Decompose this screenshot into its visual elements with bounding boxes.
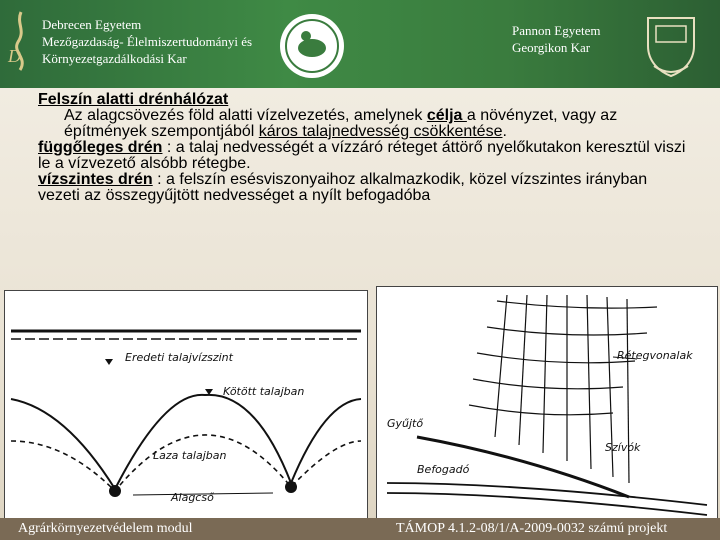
collector-label: Gyűjtő xyxy=(387,417,424,430)
vertical-drain-paragraph: függőleges drén : a talaj nedvességét a vízzáró réteget áttörő nyelőkutakon keresztül viszi le a vízvezető alsóbb rétegbe. xyxy=(38,139,686,172)
loose-soil-label: Laza talajban xyxy=(153,449,227,462)
footer-project-code: TÁMOP 4.1.2-08/1/A-2009-0032 számú projekt xyxy=(396,521,668,536)
drain-pipe-label: Alagcső xyxy=(171,491,214,504)
receiver-label: Befogadó xyxy=(417,463,470,476)
figure-drain-profile xyxy=(4,290,368,524)
header-banner xyxy=(0,0,720,88)
footer-module-name: Agrárkörnyezetvédelem modul xyxy=(18,521,193,536)
footer-bar xyxy=(0,518,720,540)
university-logo-icon xyxy=(6,10,36,72)
original-water-level-label: Eredeti talajvízszint xyxy=(125,351,233,364)
suction-drains-label: Szívók xyxy=(605,441,641,454)
crest-icon xyxy=(642,12,700,78)
horizontal-drain-paragraph: vízszintes drén : a felszín esésviszonyaihoz alkalmazkodik, közel vízszintes irányban vezeti az összegyűjtött nedvességet a nyílt befogadóba xyxy=(38,171,648,204)
intro-paragraph: Az alagcsövezés föld alatti vízelvezetés, amelynek célja a növényzet, vagy az építmények szempontjából káros talajnedvesség csökkentése. xyxy=(64,107,618,140)
drain-profile-diagram xyxy=(5,291,367,523)
faculty-seal-icon xyxy=(278,12,346,80)
bound-soil-label: Kötött talajban xyxy=(223,385,305,398)
right-institution-name: Pannon Egyetem Georgikon Kar xyxy=(512,23,601,55)
drain-plan-diagram xyxy=(377,287,717,521)
slide-text xyxy=(38,92,688,204)
slide-title: Felszín alatti drénhálózat xyxy=(38,91,229,108)
figure-drain-plan xyxy=(376,286,718,522)
svg-text:D: D xyxy=(8,46,21,66)
contour-lines-label: Rétegvonalak xyxy=(617,349,693,362)
left-institution-name: Debrecen Egyetem Mezőgazdaság- Élelmiszertudományi és Környezetgazdálkodási Kar xyxy=(42,17,253,66)
